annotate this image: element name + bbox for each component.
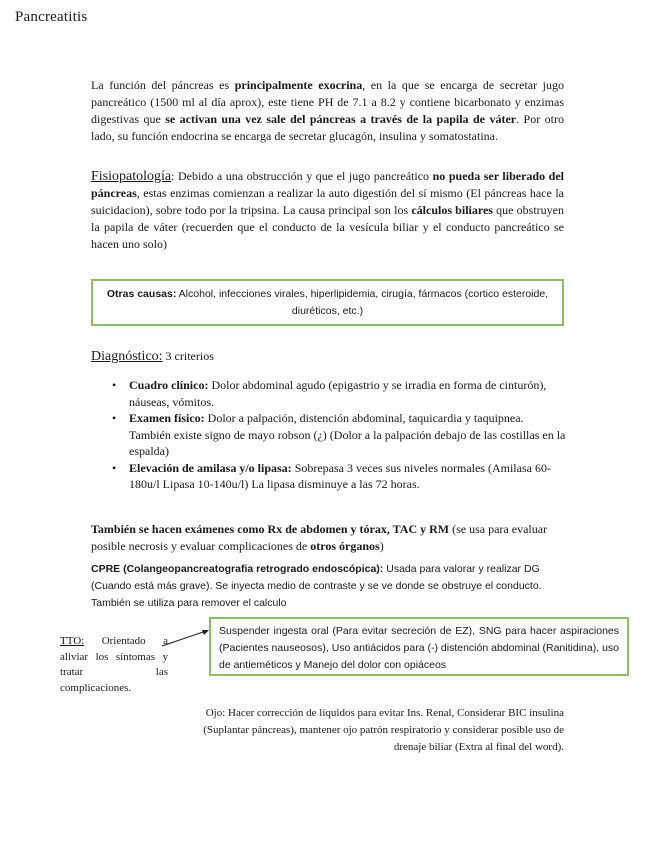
fisio-bold-2: cálculos biliares <box>411 203 493 217</box>
fisio-bold-1: no pueda ser liberado del páncreas <box>91 169 564 200</box>
intro-text-2: , en la que se encarga de secretar jugo pancreático (1500 ml al día aprox), este tiene PH de 7.1 a 8.2 y contiene bicarbonato y enzimas digestivas que <box>91 78 564 126</box>
criteria-label: Elevación de amilasa y/o lipasa: <box>129 460 292 475</box>
cpre-text: Usada para valorar y realizar DG (Cuando está más grave). Se inyecta medio de contraste y se ve donde se obstruye el conducto. También se utiliza para remover el calculo <box>91 563 542 609</box>
tto-heading: TTO: <box>60 635 85 647</box>
criteria-item-examen-fisico <box>108 410 568 460</box>
fisio-text-1: : Debido a una obstrucción y que el jugo pancreático <box>171 169 433 183</box>
intro-text-3: . Por otro lado, su función endocrina se encarga de secretar glucagón, insulina y somatostatina. <box>91 112 565 143</box>
fisiopatologia-heading: Fisiopatología <box>91 169 172 184</box>
also-exams-text-2: ) <box>379 539 384 553</box>
intro-text-1: La función del páncreas es <box>91 78 235 92</box>
also-exams-text-1: (se usa para evaluar posible necrosis y evaluar complicaciones de <box>91 522 548 553</box>
cpre-label: CPRE (Colangeopancreatografia retrogrado endoscópica): <box>91 563 384 575</box>
fisio-text-3: que obstruyen la papila de váter (recuerden que el conducto de la vesícula biliar y el conducto pancreático se hacen uno solo) <box>91 203 564 251</box>
bullet-icon: • <box>112 378 117 392</box>
criteria-item-amilasa-lipasa <box>108 460 568 493</box>
diagnostico-subtitle: 3 criterios <box>162 349 214 363</box>
intro-bold-1: principalmente exocrina <box>234 78 363 92</box>
criteria-text: Sobrepasa 3 veces sus niveles normales (Amilasa 60-180u/l Lipasa 10-140u/l) La lipasa disminuye a las 72 horas. <box>129 460 551 491</box>
document-title: Pancreatitis <box>15 9 88 25</box>
otras-causas-box <box>91 279 564 326</box>
criteria-list <box>108 377 568 493</box>
otras-causas-text: Alcohol, infecciones virales, hiperlipidemia, cirugía, fármacos (cortico esteroide, diuréticos, etc.) <box>176 288 549 317</box>
criteria-text: Dolor a palpación, distención abdominal, taquicardia y taquipnea. También existe signo de mayo robson (¿) (Dolor a la palpación debajo de las costillas en la espalda) <box>129 411 566 458</box>
also-exams-bold-1: También se hacen exámenes como Rx de abdomen y tórax, TAC y RM <box>91 522 450 536</box>
criteria-item-cuadro-clinico <box>108 377 568 410</box>
criteria-text: Dolor abdominal agudo (epigastrio y se irradia en forma de cinturón), náuseas, vómitos. <box>129 378 547 409</box>
bullet-icon: • <box>112 460 117 475</box>
fisio-text-2: , estas enzimas comienzan a realizar la auto digestión del sí mismo (El páncreas hace la suicidacion), sobre todo por la tripsina. La causa principal son los <box>91 186 564 217</box>
diagnostico-heading: Diagnóstico: <box>91 349 163 364</box>
fisiopatologia-paragraph <box>91 168 564 253</box>
intro-paragraph <box>91 77 564 145</box>
diagnostico-header <box>91 349 214 365</box>
ojo-note: Ojo: Hacer corrección de líquidos para evitar Ins. Renal, Considerar BIC insulina (Suplantar páncreas), mantener ojo patrón respiratorio y considerar posible uso de drenaje biliar (Extra al final del word). <box>203 707 564 753</box>
cpre-paragraph <box>91 561 569 612</box>
otras-causas-label: Otras causas: <box>106 288 177 300</box>
criteria-label: Examen físico: <box>129 411 205 425</box>
tto-box: Suspender ingesta oral (Para evitar secreción de EZ), SNG para hacer aspiraciones (Pacientes nauseosos), Uso antiácidos para (-) distención abdominal (Ranitidina), uso de antieméticos y Manejo del dolor con opiáceos <box>209 617 629 676</box>
intro-bold-2: se activan una vez sale del páncreas a través de la papila de váter <box>165 112 517 126</box>
criteria-label: Cuadro clínico: <box>129 378 209 392</box>
tto-paragraph <box>60 634 168 696</box>
bullet-icon: • <box>112 411 117 425</box>
also-exams-paragraph <box>91 521 569 555</box>
tto-text: Orientado a aliviar los síntomas y tratar las complicaciones. <box>60 635 168 694</box>
also-exams-bold-2: otros órganos <box>310 539 380 553</box>
arrow-icon <box>160 625 212 651</box>
